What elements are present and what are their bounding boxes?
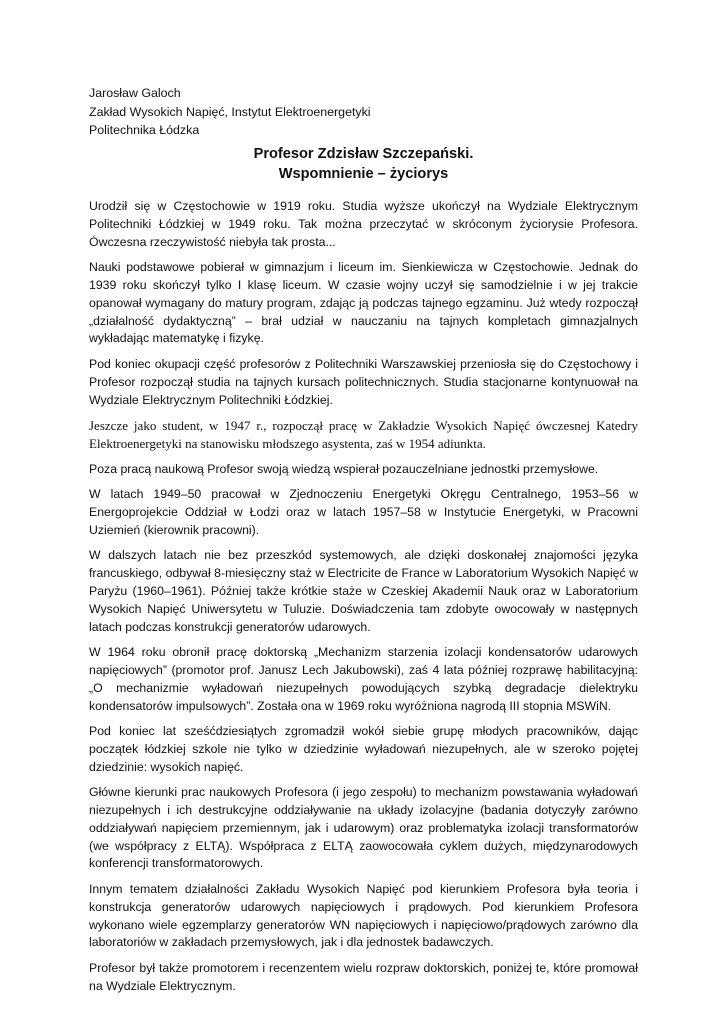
paragraph-2: Nauki podstawowe pobierał w gimnazjum i liceum im. Sienkiewicza w Częstochowie. Jednak do 1939 roku skończył tylko I klasę liceum. W czasie wojny uczył się samodzielnie i w jej trakcie opanował wymagany do matury program, zdając ją podczas tajnego egzaminu. Już wtedy rozpoczął „działalność dydaktyczną” – brał udział w nauczaniu na tajnych kompletach gimnazjalnych wykładając matematykę i fizykę. [89,260,638,346]
paragraph-6: W latach 1949–50 pracował w Zjednoczeniu Energetyki Okręgu Centralnego, 1953–56 w Energoprojekcie Oddział w Łodzi oraz w latach 1957–58 w Instytucie Energetyki, w Pracowni Uziemień (kierownik pracowni). [89,487,638,537]
author-university: Politechnika Łódzka [89,123,200,137]
paragraph-5: Poza pracą naukową Profesor swoją wiedzą wspierał pozauczelniane jednostki przemysłowe. [89,461,599,476]
paragraph-8: W 1964 roku obronił pracę doktorską „Mechanizm starzenia izolacji kondensatorów udarowych napięciowych” (promotor prof. Janusz Lech Jakubowski), zaś 4 lata później rozprawę habilitacyjną: „O mechanizmie wyładowań niezupełnych powodujących szybką degradacje dielektryku kondensatorów impulsowych”. Została ona w 1969 roku wyróżniona nagrodą III stopnia MSWiN. [89,645,638,713]
author-department: Zakład Wysokich Napięć, Instytut Elektroenergetyki [89,104,371,119]
paragraph-10: Główne kierunki prac naukowych Profesora (i jego zespołu) to mechanizm powstawania wyładowań niezupełnych i ich destrukcyjne oddziaływanie na układy izolacyjne (badania dotyczyły zarówno oddziaływań napięciem przemiennym, jak i udarowym) oraz problematyka izolacji transformatorów (we współpracy z ELTĄ). Współpraca z ELTĄ zaowocowała cyklem dużych, międzynarodowych konferencji transformatorowych. [89,785,638,871]
title-line-1: Profesor Zdzisław Szczepański. [253,146,474,162]
title-line-2: Wspomnienie – życiorys [278,166,449,182]
paragraph-3: Pod koniec okupacji część profesorów z Politechniki Warszawskiej przeniosła się do Częstochowy i Profesor rozpoczął studia na tajnych kursach politechnicznych. Studia stacjonarne kontynuował na Wydziale Elektrycznym Politechniki Łódzkiej. [89,356,638,407]
document-title [89,144,638,184]
paragraph-7: W dalszych latach nie bez przeszkód systemowych, ale dzięki doskonałej znajomości języka francuskiego, odbywał 8-miesięczny staż w Electricite de France w Laboratorium Wysokich Napięć w Paryżu (1960–1961). Później także krótkie staże w Czeskiej Akademii Nauk oraz w Laboratorium Wysokich Napięć Uniwersytetu w Tuluzie. Doświadczenia tam zdobyte owocowały w następnych latach podczas konstrukcji generatorów udarowych. [89,548,638,634]
paragraph-4: Jeszcze jako student, w 1947 r., rozpoczął pracę w Zakładzie Wysokich Napięć ówczesnej Katedry Elektroenergetyki na stanowisku młodszego asystenta, zaś w 1954 adiunkta. [89,418,638,451]
paragraph-11: Innym tematem działalności Zakładu Wysokich Napięć pod kierunkiem Profesora była teoria i konstrukcja generatorów udarowych napięciowych i prądowych. Pod kierunkiem Profesora wykonano wiele egzemplarzy generatorów WN napięciowych i napięciowo/prądowych zarówno dla laboratoriów w zakładach przemysłowych, jak i dla jednostek badawczych. [89,882,638,950]
author-block [89,84,649,140]
author-name: Jarosław Galoch [89,86,181,100]
paragraph-1: Urodził się w Częstochowie w 1919 roku. Studia wyższe ukończył na Wydziale Elektrycznym Politechniki Łódzkiej w 1949 roku. Tak można przeczytać w skróconym życiorysie Profesora. Ówczesna rzeczywistość niebyła tak prosta... [89,199,638,249]
paragraph-12: Profesor był także promotorem i recenzentem wielu rozpraw doktorskich, poniżej te, które promował na Wydziale Elektrycznym. [89,961,638,993]
document-body [89,198,638,1003]
paragraph-9: Pod koniec lat sześćdziesiątych zgromadził wokół siebie grupę młodych pracowników, dając początek łódzkiej szkole nie tylko w dziedzinie wyładowań niezupełnych, ale w szeroko pojętej dziedzinie: wysokich napięć. [89,724,638,774]
